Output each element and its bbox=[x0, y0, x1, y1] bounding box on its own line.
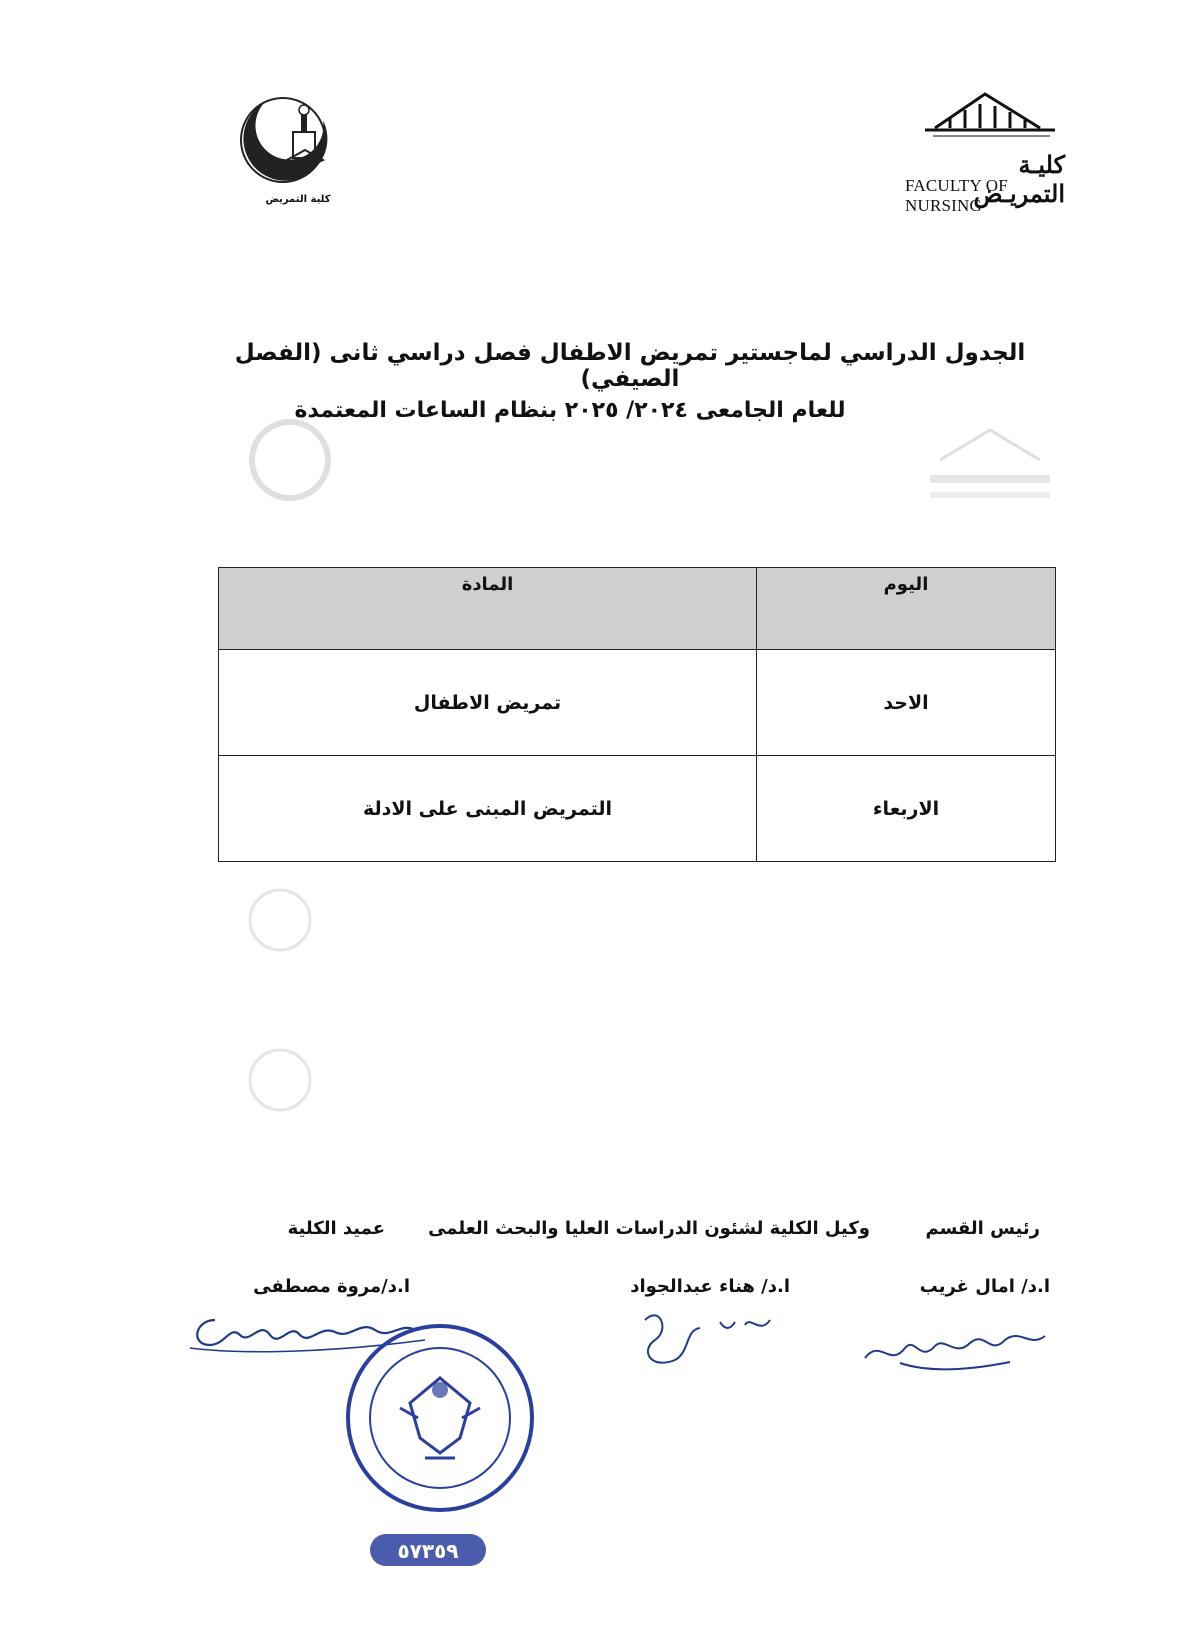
faculty-emblem-logo bbox=[235, 92, 355, 207]
schedule-table bbox=[218, 567, 1056, 862]
name-dean: ا.د/مروة مصطفى bbox=[253, 1276, 410, 1297]
stamp-serial-number: ٥٧٣٥٩ bbox=[397, 1539, 459, 1563]
signature-department-head bbox=[860, 1318, 1050, 1378]
name-department-head: ا.د/ امال غريب bbox=[919, 1276, 1050, 1297]
header-day: اليوم bbox=[757, 568, 1056, 650]
cell-day: الاحد bbox=[757, 650, 1056, 756]
name-vice-dean: ا.د/ هناء عبدالجواد bbox=[630, 1276, 790, 1297]
table-header-row bbox=[219, 568, 1056, 650]
signature-vice-dean bbox=[630, 1300, 780, 1380]
cell-subject: تمريض الاطفال bbox=[219, 650, 757, 756]
role-vice-dean: وكيل الكلية لشئون الدراسات العليا والبحث العلمى bbox=[428, 1218, 870, 1239]
faculty-english-wordmark: FACULTY OF NURSING bbox=[905, 176, 1008, 215]
role-dean: عميد الكلية bbox=[287, 1218, 385, 1239]
document-subtitle: للعام الجامعى ٢٠٢٤/ ٢٠٢٥ بنظام الساعات المعتمدة bbox=[294, 398, 846, 423]
official-stamp bbox=[340, 1318, 540, 1518]
faculty-wordmark-logo bbox=[905, 88, 1065, 215]
cell-day: الاربعاء bbox=[757, 756, 1056, 862]
faculty-arabic-wordmark: كليـة التمريـض bbox=[973, 150, 1065, 208]
table-row bbox=[219, 756, 1056, 862]
table-row bbox=[219, 650, 1056, 756]
header-subject: المادة bbox=[219, 568, 757, 650]
bleed-through-marks bbox=[240, 880, 320, 1180]
stamp-serial-badge bbox=[368, 1530, 488, 1570]
bleed-through-wordmark bbox=[920, 420, 1060, 510]
role-department-head: رئيس القسم bbox=[925, 1218, 1040, 1239]
cell-subject: التمريض المبنى على الادلة bbox=[219, 756, 757, 862]
bleed-through-emblem bbox=[240, 410, 340, 510]
document-title: الجدول الدراسي لماجستير تمريض الاطفال فصل دراسي ثانى (الفصل الصيفي) bbox=[234, 340, 1026, 392]
emblem-caption: كلية التمريض bbox=[265, 194, 331, 205]
